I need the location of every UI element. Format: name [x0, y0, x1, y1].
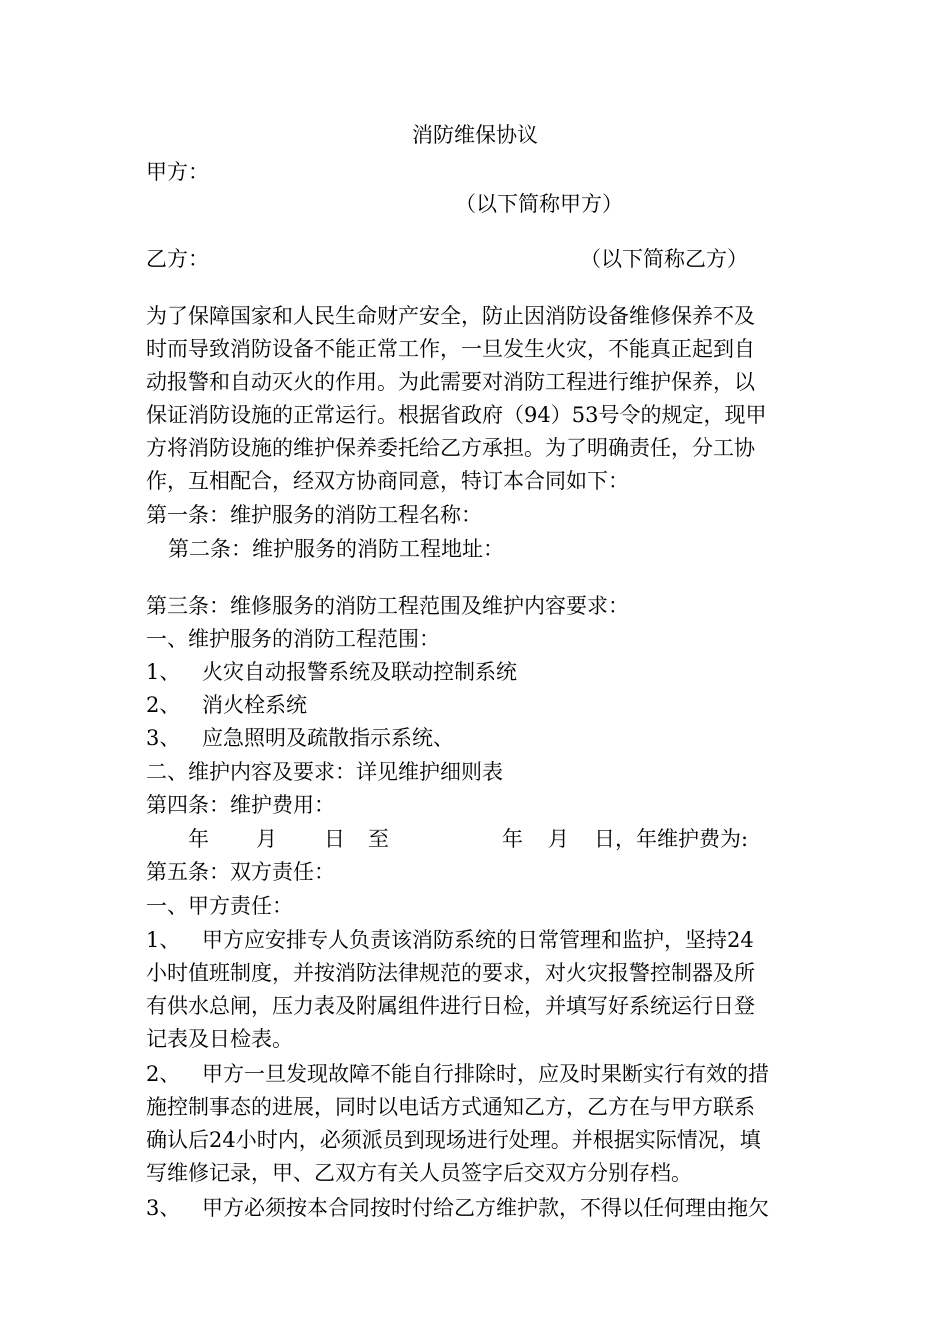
responsibility-text-line: 小时值班制度，并按消防法律规范的要求，对火灾报警控制器及所 — [146, 961, 755, 985]
fee-period-year-start: 年 — [188, 827, 209, 851]
scope-item-text: 应急照明及疏散指示系统、 — [202, 726, 454, 750]
responsibility-text: 甲方必须按本合同按时付给乙方维护款，不得以任何理由拖欠 — [202, 1196, 769, 1220]
responsibility-text-line: 写维修记录，甲、乙双方有关人员签字后交双方分别存档。 — [146, 1161, 692, 1185]
scope-item-number: 2、 — [146, 693, 181, 717]
article-1: 第一条：维护服务的消防工程名称： — [146, 503, 482, 527]
scope-heading: 一、维护服务的消防工程范围： — [146, 627, 440, 651]
article-3: 第三条：维修服务的消防工程范围及维护内容要求： — [146, 594, 629, 618]
document-title: 消防维保协议 — [412, 123, 538, 147]
article-4: 第四条：维护费用： — [146, 793, 335, 817]
fee-period-to: 至 — [368, 827, 389, 851]
scope-item-number: 3、 — [146, 726, 181, 750]
scope-item — [146, 724, 454, 752]
article-2: 第二条：维护服务的消防工程地址： — [168, 537, 504, 561]
responsibility-number: 2、 — [146, 1062, 181, 1086]
scope-item — [146, 691, 307, 719]
intro-line: 保证消防设施的正常运行。根据省政府（94）53号令的规定，现甲 — [146, 403, 767, 427]
intro-line: 时而导致消防设备不能正常工作，一旦发生火灾，不能真正起到自 — [146, 337, 755, 361]
intro-line: 为了保障国家和人民生命财产安全，防止因消防设备维修保养不及 — [146, 304, 755, 328]
responsibility-text: 甲方应安排专人负责该消防系统的日常管理和监护，坚持24 — [202, 928, 754, 952]
responsibility-text-line: 有供水总闸，压力表及附属组件进行日检，并填写好系统运行日登 — [146, 994, 755, 1018]
party-a-responsibility-heading: 一、甲方责任： — [146, 894, 293, 918]
responsibility-text: 甲方一旦发现故障不能自行排除时，应及时果断实行有效的措 — [202, 1062, 769, 1086]
intro-line: 方将消防设施的维护保养委托给乙方承担。为了明确责任，分工协 — [146, 436, 755, 460]
responsibility-text-line: 记表及日检表。 — [146, 1027, 293, 1051]
scope-item-text: 火灾自动报警系统及联动控制系统 — [202, 660, 517, 684]
party-a-label: 甲方： — [146, 160, 209, 184]
party-b-note: （以下简称乙方） — [580, 247, 748, 271]
fee-period-year-end: 年 — [502, 827, 523, 851]
responsibility-text-line: 确认后24小时内，必须派员到现场进行处理。并根据实际情况，填 — [146, 1128, 761, 1152]
responsibility-item — [146, 1194, 769, 1222]
responsibility-item — [146, 926, 754, 954]
fee-period-month-end: 月 — [548, 827, 569, 851]
intro-line: 动报警和自动灭火的作用。为此需要对消防工程进行维护保养，以 — [146, 370, 755, 394]
fee-period-day-end: 日，年维护费为: — [594, 827, 749, 851]
responsibility-item — [146, 1060, 769, 1088]
party-b-label: 乙方： — [146, 247, 209, 271]
fee-period-month-start: 月 — [256, 827, 277, 851]
fee-period-day-start: 日 — [324, 827, 345, 851]
party-a-note: （以下简称甲方） — [455, 192, 623, 216]
responsibility-text-line: 施控制事态的进展，同时以电话方式通知乙方，乙方在与甲方联系 — [146, 1095, 755, 1119]
scope-item — [146, 658, 517, 686]
scope-item-text: 消火栓系统 — [202, 693, 307, 717]
intro-line: 作，互相配合，经双方协商同意，特订本合同如下： — [146, 469, 629, 493]
content-heading: 二、维护内容及要求：详见维护细则表 — [146, 760, 503, 784]
responsibility-number: 3、 — [146, 1196, 181, 1220]
scope-item-number: 1、 — [146, 660, 181, 684]
article-5: 第五条：双方责任： — [146, 860, 335, 884]
responsibility-number: 1、 — [146, 928, 181, 952]
